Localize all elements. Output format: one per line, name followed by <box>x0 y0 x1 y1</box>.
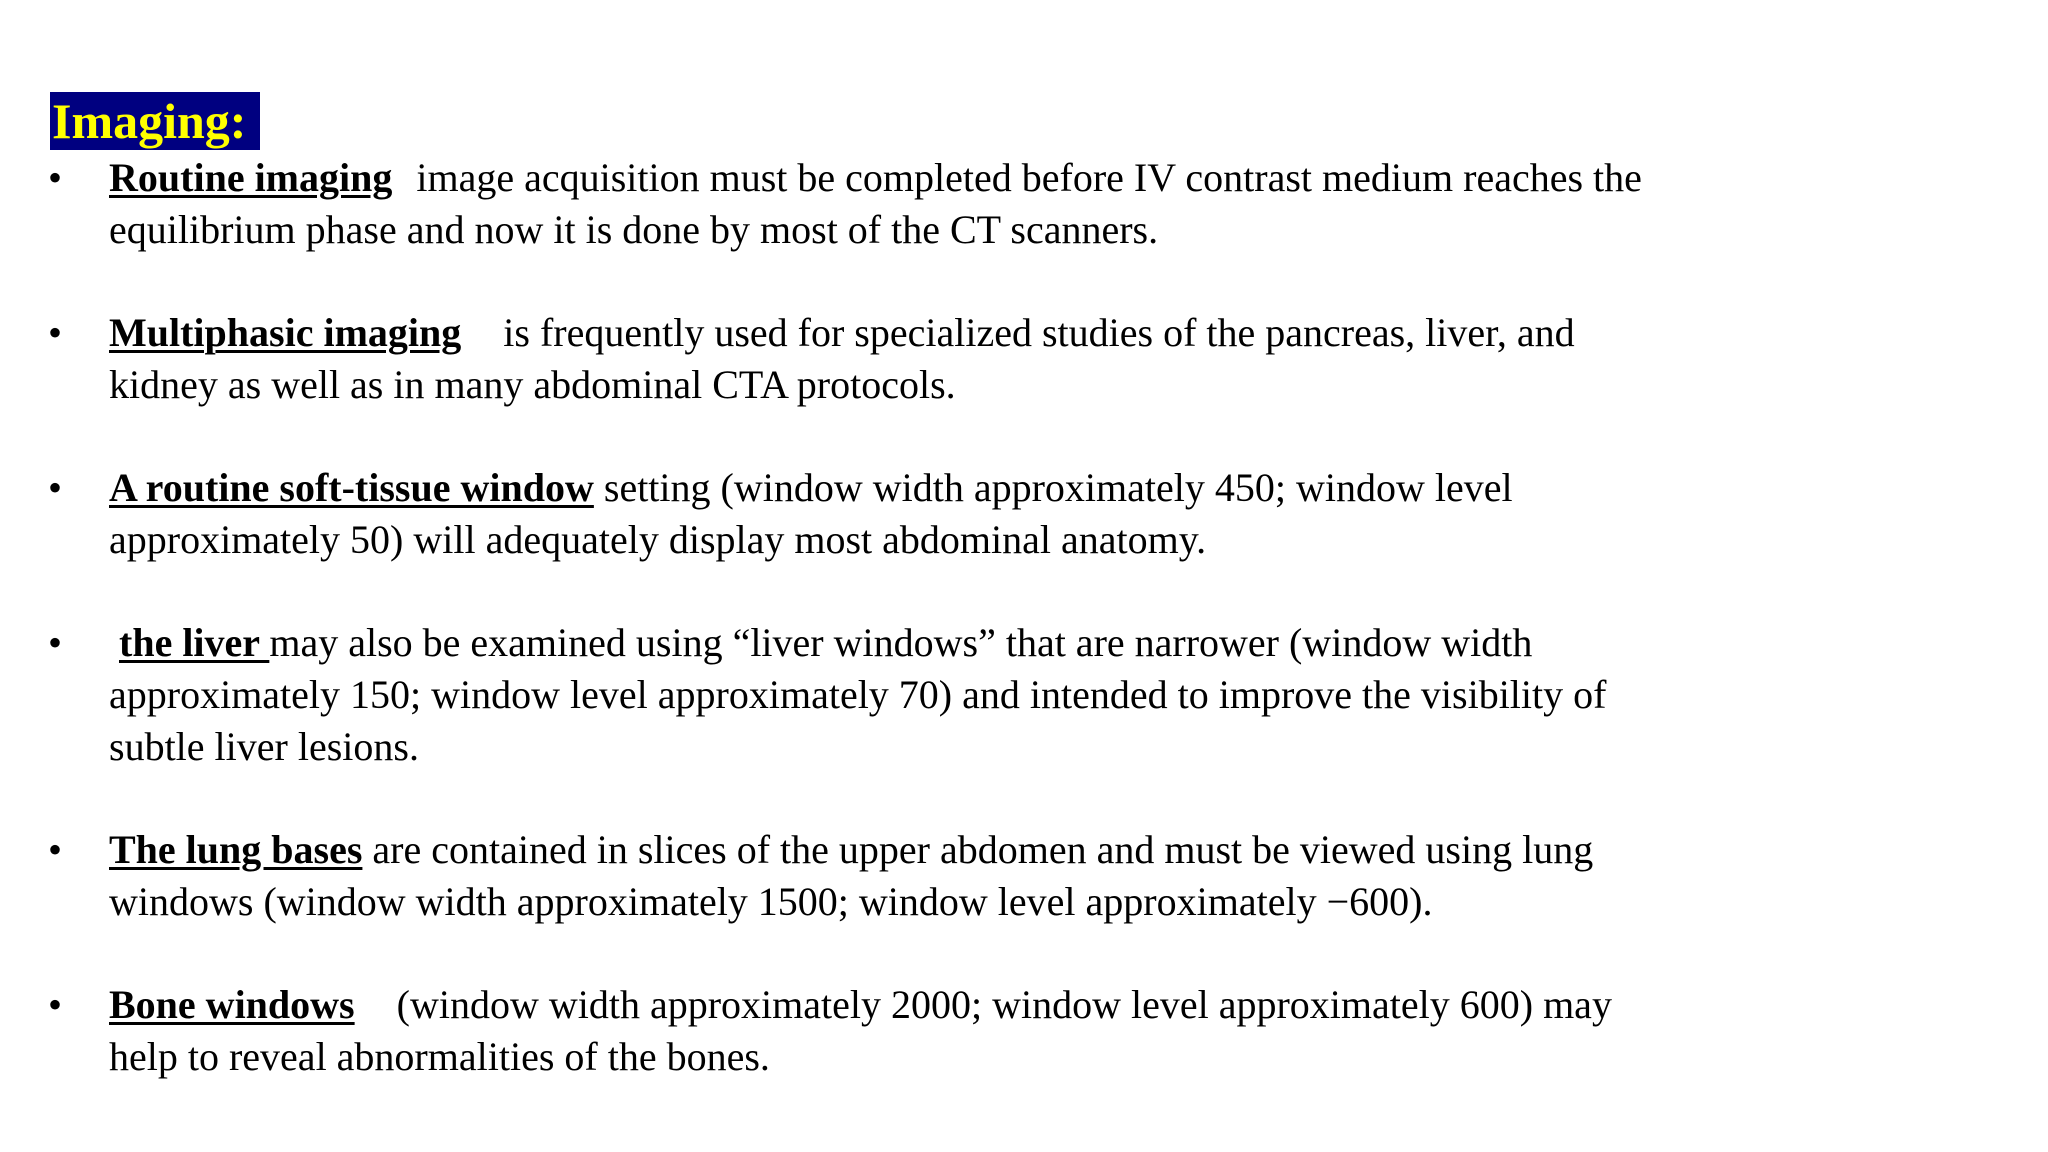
bullet-dot: • <box>48 155 63 200</box>
bullet-term: Routine imaging <box>109 155 393 200</box>
bullet-dot: • <box>48 620 63 665</box>
slide-title: Imaging: <box>50 92 260 150</box>
bullet-text <box>109 462 1669 566</box>
bullet-term: the liver <box>119 620 270 665</box>
bullet-term: The lung bases <box>109 827 363 872</box>
bullet-description: setting (window width approximately 450; window level approximately 50) will adequately display most abdominal anatomy. <box>109 465 1513 562</box>
bullet-text <box>109 979 1669 1083</box>
bullet-description: image acquisition must be completed before IV contrast medium reaches the equilibrium phase and now it is done by most of the CT scanners. <box>109 155 1642 252</box>
bullet-text <box>109 307 1669 411</box>
bullet-text <box>109 617 1669 773</box>
bullet-dot: • <box>48 310 63 355</box>
bullet-term: Bone windows <box>109 982 355 1027</box>
bullet-description: is frequently used for specialized studies of the pancreas, liver, and kidney as well as in many abdominal CTA protocols. <box>109 310 1575 407</box>
bullet-term: Multiphasic imaging <box>109 310 462 355</box>
bullet-dot: • <box>48 827 63 872</box>
bullet-description: may also be examined using “liver windows” that are narrower (window width approximately 150; window level approximately 70) and intended to improve the visibility of subtle liver lesions. <box>109 620 1607 769</box>
bullet-dot: • <box>48 982 63 1027</box>
bullet-description: (window width approximately 2000; window level approximately 600) may help to reveal abnormalities of the bones. <box>109 982 1612 1079</box>
bullet-text <box>109 824 1669 928</box>
bullet-term: A routine soft-tissue window <box>109 465 594 510</box>
bullet-text <box>109 152 1669 256</box>
bullet-dot: • <box>48 465 63 510</box>
bullet-description: are contained in slices of the upper abdomen and must be viewed using lung windows (window width approximately 1500; window level approximately −600). <box>109 827 1594 924</box>
